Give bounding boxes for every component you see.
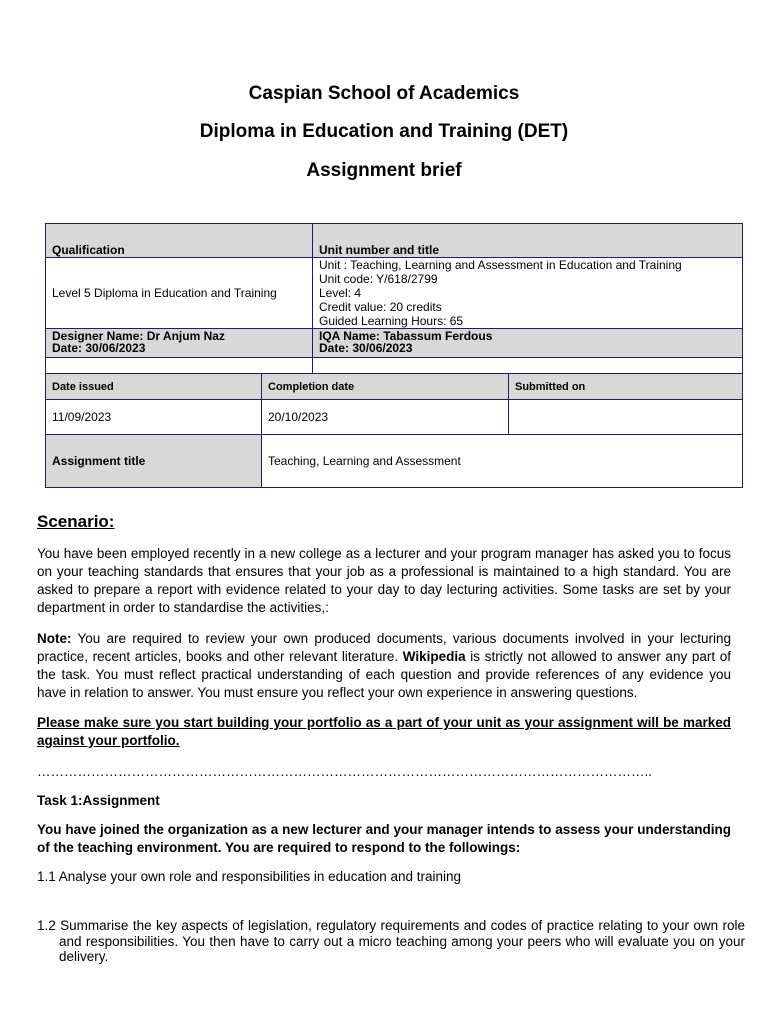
qualification-label: Qualification bbox=[46, 224, 313, 258]
task-title: Task 1:Assignment bbox=[37, 793, 160, 808]
assignment-title-label: Assignment title bbox=[46, 435, 262, 488]
wikipedia-text: Wikipedia bbox=[402, 649, 466, 664]
submitted-on-label: Submitted on bbox=[509, 374, 743, 400]
unit-hours-line: Guided Learning Hours: 65 bbox=[319, 314, 464, 328]
assignment-title-value: Teaching, Learning and Assessment bbox=[262, 435, 743, 488]
unit-level-line: Level: 4 bbox=[319, 286, 362, 300]
scenario-title: Scenario: bbox=[37, 512, 115, 531]
diploma-title: Diploma in Education and Training (DET) bbox=[199, 121, 569, 142]
task-item-1-1: 1.1 Analyse your own role and responsibilities in education and training bbox=[37, 869, 462, 884]
school-name: Caspian School of Academics bbox=[248, 83, 520, 104]
note-text-2: is strictly not allowed to answer any part of the task. You must reflect practical understanding of each question and provide references of any evidence you have in relation to answer. You must ensure you reflect your own experience in answering questions. bbox=[37, 649, 731, 700]
task-item-1-2: 1.2 Summarise the key aspects of legislation, regulatory requirements and codes of practice relating to your own role and responsibilities. You then have to carry out a micro teaching among your peers who will evaluate you on your delivery. bbox=[37, 918, 745, 964]
designer-name: Designer Name: Dr Anjum Naz bbox=[52, 329, 225, 343]
iqa-name: IQA Name: Tabassum Ferdous bbox=[319, 329, 493, 343]
submitted-on-value bbox=[509, 400, 743, 435]
qualification-table bbox=[45, 223, 743, 384]
note-paragraph bbox=[37, 630, 731, 702]
note-label: Note: bbox=[37, 631, 72, 646]
completion-date-value: 20/10/2023 bbox=[262, 400, 509, 435]
task-intro: You have joined the organization as a new lecturer and your manager intends to assess your understanding of the teaching environment. You are required to respond to the followings: bbox=[37, 822, 731, 855]
designer-cell bbox=[46, 329, 313, 358]
iqa-cell bbox=[313, 329, 743, 358]
date-issued-label: Date issued bbox=[46, 374, 262, 400]
assignment-brief-title: Assignment brief bbox=[306, 160, 462, 181]
dates-table bbox=[45, 373, 743, 488]
unit-title-line: Unit : Teaching, Learning and Assessment in Education and Training bbox=[319, 258, 682, 272]
unit-credit-line: Credit value: 20 credits bbox=[319, 300, 442, 314]
unit-code-line: Unit code: Y/618/2799 bbox=[319, 272, 438, 286]
unit-details bbox=[313, 258, 743, 329]
date-issued-value: 11/09/2023 bbox=[46, 400, 262, 435]
completion-date-label: Completion date bbox=[262, 374, 509, 400]
iqa-date: Date: 30/06/2023 bbox=[319, 341, 413, 355]
note-text-1: You are required to review your own produced documents, various documents involved in your lecturing practice, recent articles, books and other relevant literature. bbox=[37, 631, 731, 664]
qualification-value: Level 5 Diploma in Education and Training bbox=[46, 258, 313, 329]
dotted-separator: ……………………………………………………………………………………………………………………….. bbox=[37, 764, 653, 779]
portfolio-notice: Please make sure you start building your portfolio as a part of your unit as your assignment will be marked against your portfolio. bbox=[37, 715, 731, 748]
scenario-paragraph: You have been employed recently in a new college as a lecturer and your program manager has asked you to focus on your teaching standards that ensures that your job as a professional is maintained to a high standard. You are asked to prepare a report with evidence related to your day to day lecturing activities. Some tasks are set by your department in order to standardise the activities,: bbox=[37, 546, 731, 615]
designer-date: Date: 30/06/2023 bbox=[52, 341, 146, 355]
unit-label: Unit number and title bbox=[313, 224, 743, 258]
